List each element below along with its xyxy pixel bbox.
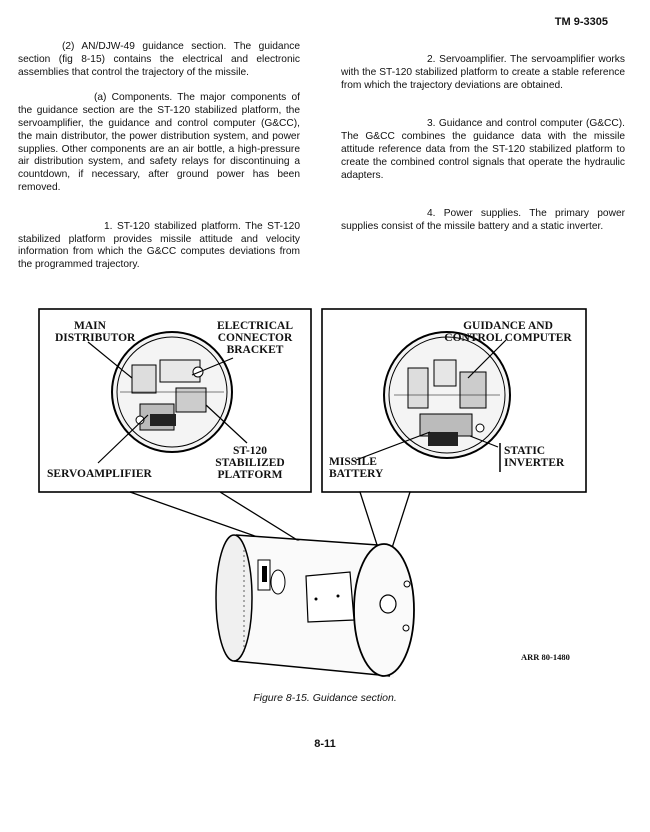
label-main-distributor: MAIN DISTRIBUTOR [55,320,136,344]
guidance-section-cylinder [216,535,414,678]
page-number: 8-11 [314,738,336,750]
paragraph-power-supplies: 4. Power supplies. The primary power supplies consist of the missile battery and a static inverter. [341,208,625,233]
paragraph-components: (a) Components. The major components of the guidance section are the ST-120 stabilized platform, the servoamplifier, the guidance and control computer (G&CC), the main distributor, the power distribution system, and power supplies. Other components are an air bottle, a high-pressure air distribution system, and safety relays for discontinuing a countdown, if necessary, after ground power has been removed. [18,92,300,193]
paragraph-gcc: 3. Guidance and control computer (G&CC). The G&CC combines the guidance data with the missile attitude reference data from the ST-120 stabilized platform to create the combined control signals that operate the hydraulic adapters. [341,118,625,181]
label-static-inverter: STATIC INVERTER [504,445,565,469]
paragraph-st120-platform: 1. ST-120 stabilized platform. The ST-120 stabilized platform provides missile attitude and velocity information from which the G&CC computes deviations from the programmed trajectory. [18,220,300,271]
right-assembly-view [384,332,510,458]
right-callout-pointer [360,492,410,548]
paragraph-guidance-section: (2) AN/DJW-49 guidance section. The guidance section (fig 8-15) contains the electrical and electronic assemblies that control the trajectory of the missile. [18,41,300,78]
document-id: TM 9-3305 [554,16,608,28]
label-st120-stabilized-platform: ST-120 STABILIZED PLATFORM [215,445,285,481]
paragraph-servoamplifier: 2. Servoamplifier. The servoamplifier works with the ST-120 stabilized platform to create a stable reference from which the trajectory deviations are obtained. [341,54,625,91]
label-electrical-connector-bracket: ELECTRICAL CONNECTOR BRACKET [216,320,294,356]
figure-reference-code: ARR 80-1480 [521,652,570,662]
label-guidance-control-computer: GUIDANCE AND CONTROL COMPUTER [444,320,572,344]
figure-caption: Figure 8-15. Guidance section. [253,692,397,704]
label-servoamplifier: SERVOAMPLIFIER [47,468,152,480]
label-missile-battery: MISSILE BATTERY [329,456,384,480]
